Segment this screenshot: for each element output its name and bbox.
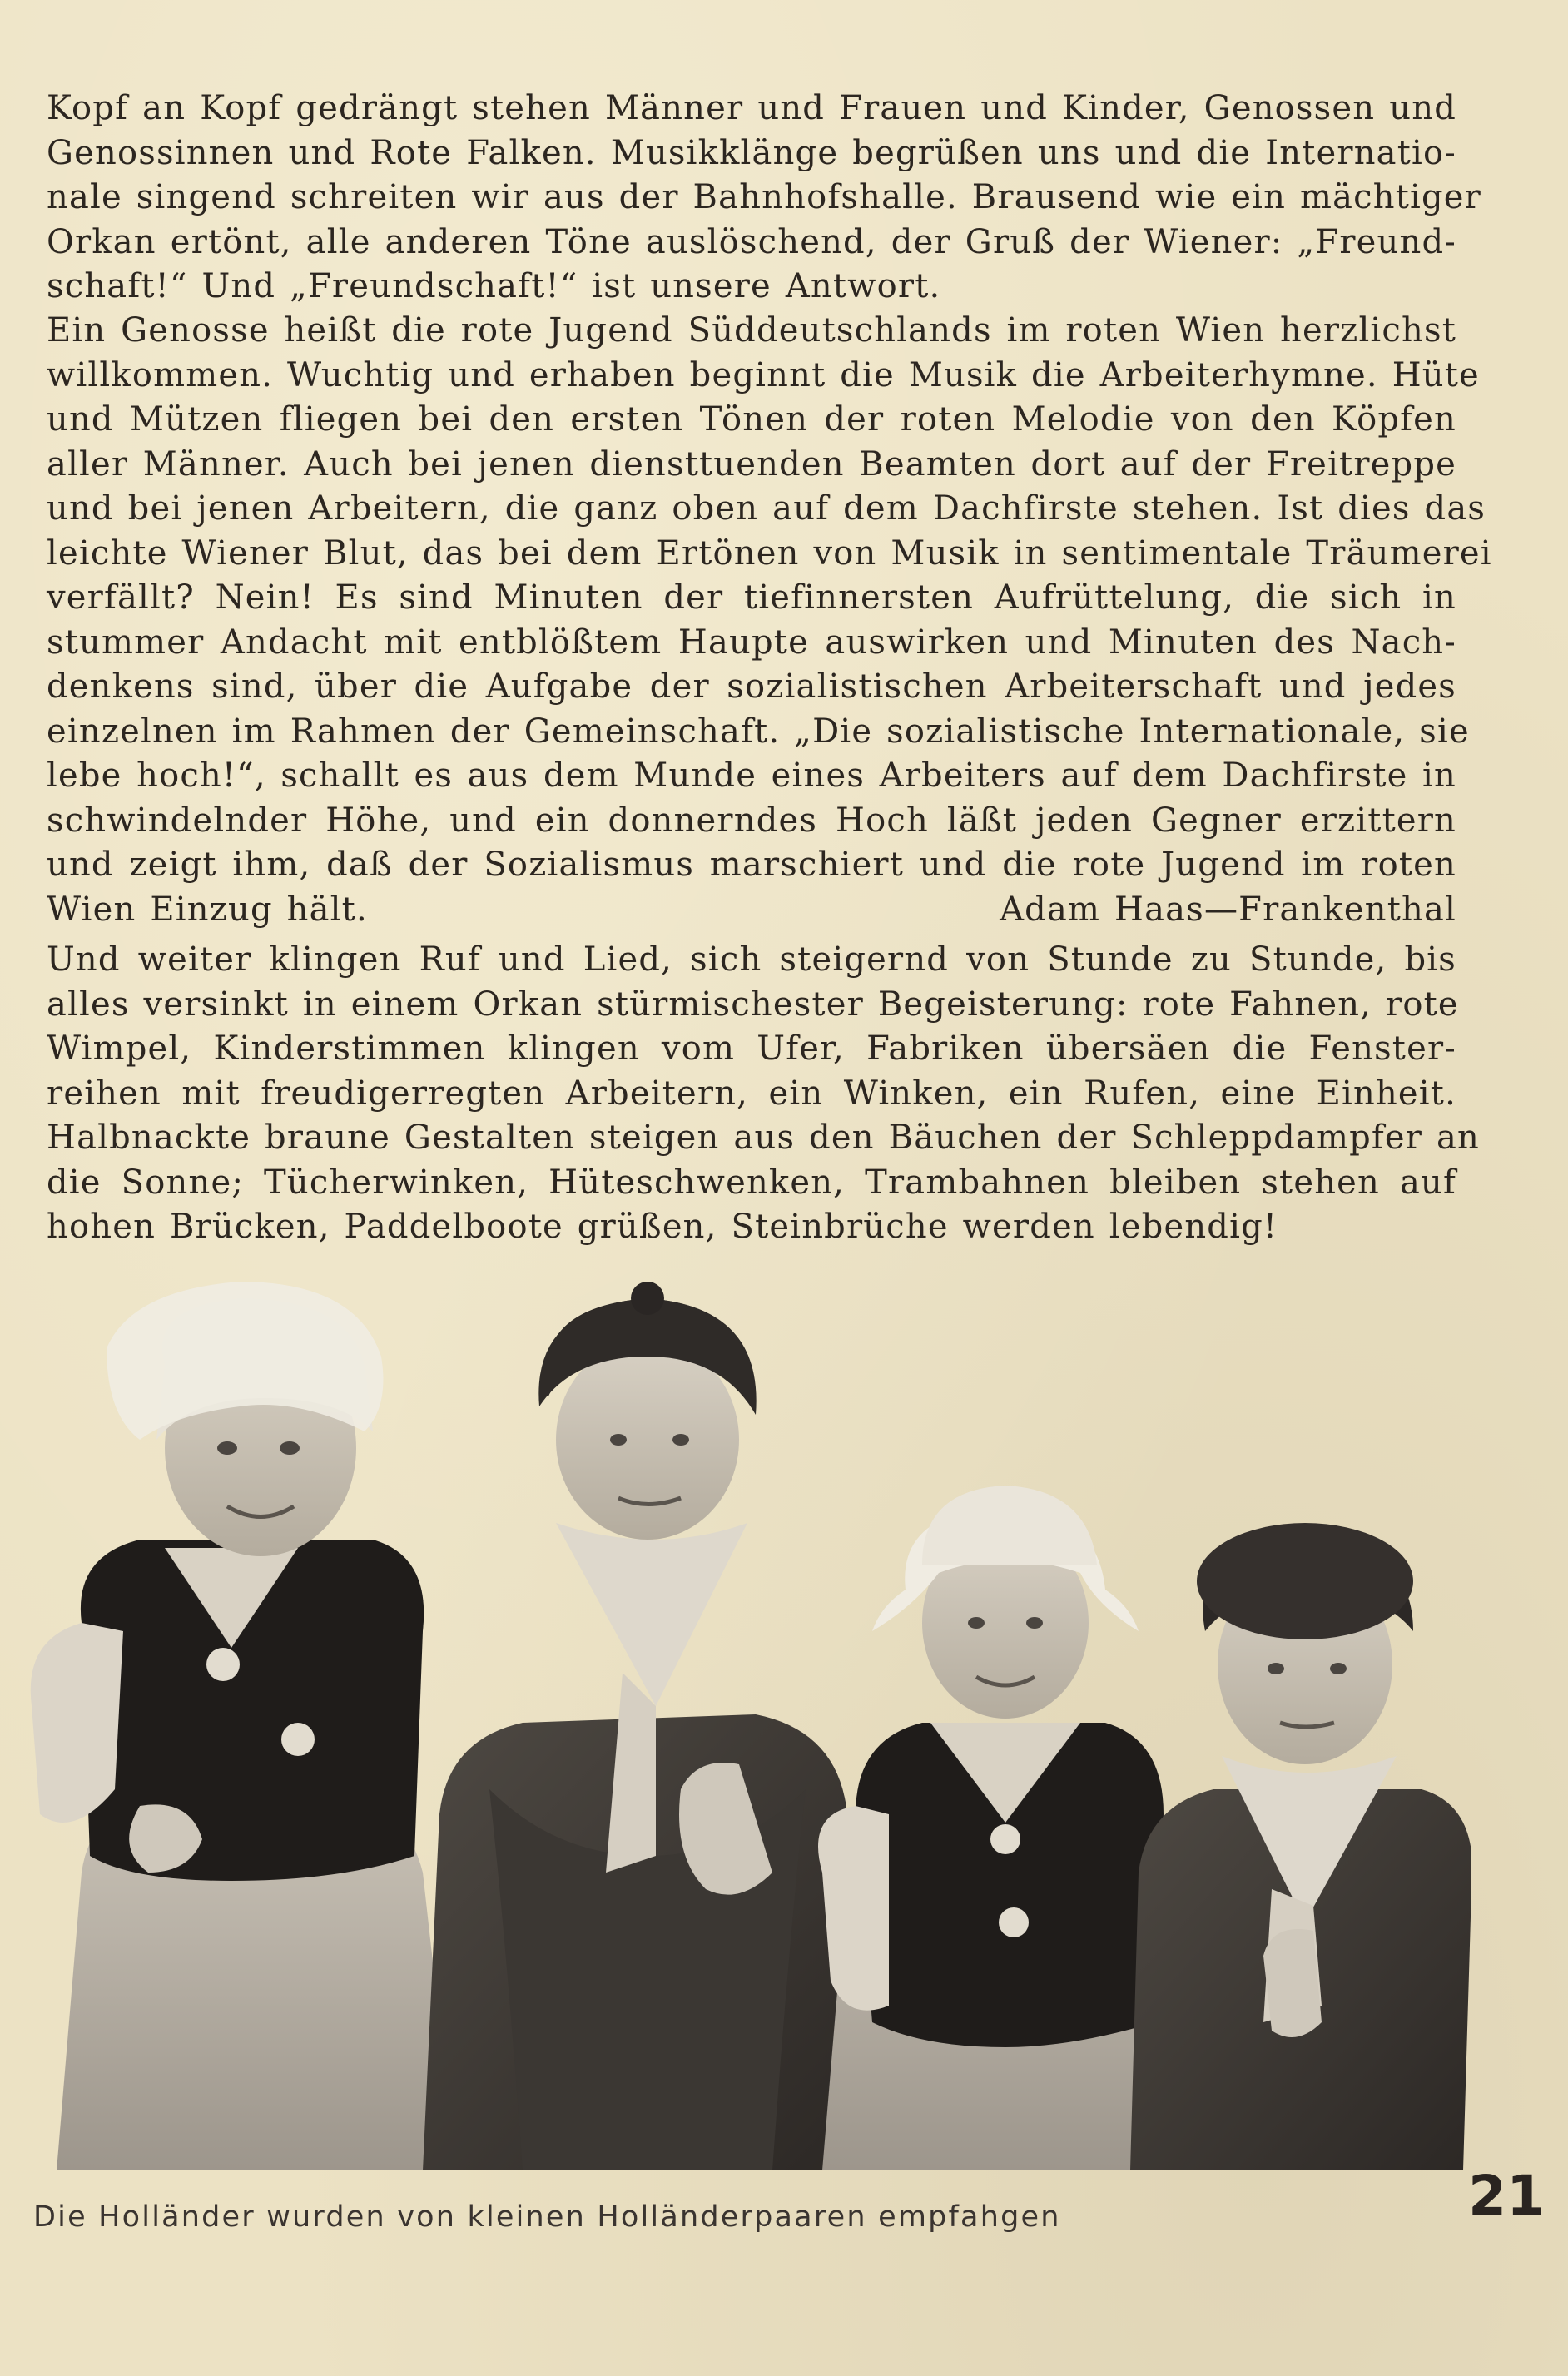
text-line: und bei jenen Arbeitern, die ganz oben auf dem Dachfirste stehen. Ist dies das <box>47 489 1486 528</box>
child-girl-left <box>31 1282 456 2170</box>
author-signature: Adam Haas—Frankenthal <box>1000 890 1456 929</box>
text-line: Halbnackte braune Gestalten steigen aus den Bäuchen der Schleppdampfer an <box>47 1119 1481 1157</box>
text-line: Genossinnen und Rote Falken. Musikklänge begrüßen uns und die Internatio- <box>47 133 1456 172</box>
paragraph-celebration <box>47 938 1481 1250</box>
child-boy-right <box>1130 1523 1471 2170</box>
text-line: und zeigt ihm, daß der Sozialismus marschiert und die rote Jugend im roten <box>47 846 1456 884</box>
text-line: aller Männer. Auch bei jenen diensttuenden Beamten dort auf der Freitreppe <box>47 444 1456 484</box>
text-line: einzelnen im Rahmen der Gemeinschaft. „Die sozialistische Internationale, sie <box>47 712 1470 751</box>
text-line: schaft!“ Und „Freundschaft!“ ist unsere Antwort. <box>47 267 941 305</box>
text-line: schwindelnder Höhe, und ein donnerndes Hoch läßt jeden Gegner erzittern <box>47 801 1456 840</box>
text-line: alles versinkt in einem Orkan stürmischester Begeisterung: rote Fahnen, rote <box>47 985 1459 1024</box>
text-line-end: Wien Einzug hält. <box>47 890 368 929</box>
text-line: Und weiter klingen Ruf und Lied, sich steigernd von Stunde zu Stunde, bis <box>47 940 1456 979</box>
page-number: 21 <box>1468 2164 1545 2228</box>
children-photo <box>23 1273 1471 2170</box>
child-boy-center-left <box>423 1282 856 2170</box>
paragraph-welcome <box>47 309 1492 932</box>
text-line: denkens sind, über die Aufgabe der sozialistischen Arbeiterschaft und jedes <box>47 667 1456 706</box>
text-line: verfällt? Nein! Es sind Minuten der tiefinnersten Aufrüttelung, die sich in <box>47 578 1456 617</box>
text-line: willkommen. Wuchtig und erhaben beginnt die Musik die Arbeiterhymne. Hüte <box>47 355 1480 394</box>
text-line: Kopf an Kopf gedrängt stehen Männer und Frauen und Kinder, Genossen und <box>47 89 1456 127</box>
child-girl-center-right <box>818 1486 1164 2170</box>
text-line: die Sonne; Tücherwinken, Hüteschwenken, Trambahnen bleiben stehen auf <box>47 1163 1456 1202</box>
text-line: Orkan ertönt, alle anderen Töne auslöschend, der Gruß der Wiener: „Freund- <box>47 222 1456 261</box>
text-line: leichte Wiener Blut, das bei dem Ertönen von Musik in sentimentale Träumerei <box>47 533 1492 573</box>
paragraph-arrival <box>47 87 1481 310</box>
text-line: lebe hoch!“, schallt es aus dem Munde eines Arbeiters auf dem Dachfirste in <box>47 756 1456 795</box>
photo-caption: Die Holländer wurden von kleinen Holländerpaaren empfahgen <box>33 2200 1061 2234</box>
text-line: Wimpel, Kinderstimmen klingen vom Ufer, Fabriken übersäen die Fenster- <box>47 1029 1456 1068</box>
text-line: reihen mit freudigerregten Arbeitern, ein Winken, ein Rufen, eine Einheit. <box>47 1074 1456 1113</box>
text-line: nale singend schreiten wir aus der Bahnhofshalle. Brausend wie ein mächtiger <box>47 178 1481 216</box>
text-line: und Mützen fliegen bei den ersten Tönen der roten Melodie von den Köpfen <box>47 400 1456 439</box>
text-line-with-author <box>47 888 1456 933</box>
text-line: hohen Brücken, Paddelboote grüßen, Steinbrüche werden lebendig! <box>47 1208 1278 1246</box>
text-line: stummer Andacht mit entblößtem Haupte auswirken und Minuten des Nach- <box>47 623 1456 662</box>
text-line: Ein Genosse heißt die rote Jugend Süddeutschlands im roten Wien herzlichst <box>47 311 1456 350</box>
